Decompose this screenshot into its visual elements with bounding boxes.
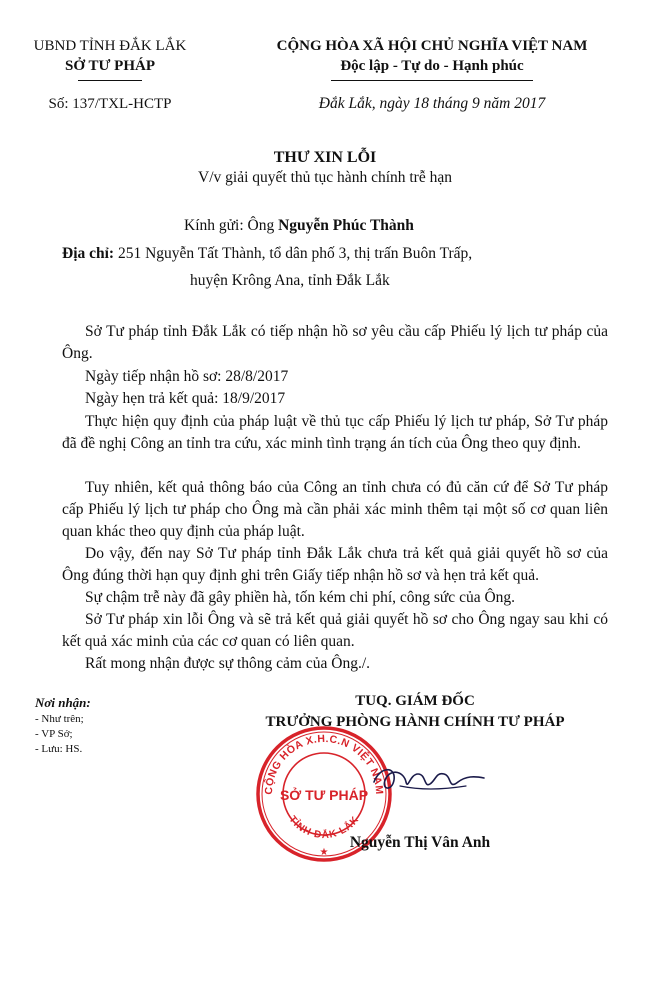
letter-title: THƯ XIN LỖI	[273, 149, 377, 166]
recipient-name: Nguyễn Phúc Thành	[278, 217, 414, 234]
document-date: Đắk Lắk, ngày 18 tháng 9 năm 2017	[318, 95, 546, 112]
signature-position: TRƯỞNG PHÒNG HÀNH CHÍNH TƯ PHÁP	[265, 714, 565, 730]
seal-center-text: SỞ TƯ PHÁP	[279, 787, 369, 803]
recipient-line	[184, 215, 414, 237]
seal-top-text: CỘNG HÒA X.H.C.N VIỆT NAM	[262, 732, 386, 796]
header-left	[20, 37, 200, 75]
letter-subject: V/v giải quyết thủ tục hành chính trễ hạn	[198, 169, 452, 186]
department-name: SỞ TƯ PHÁP	[64, 58, 155, 74]
seal-bottom-text: TỈNH ĐẮK LẮK	[286, 814, 362, 842]
document-number: Số: 137/TXL-HCTP	[48, 96, 172, 112]
department-underline	[78, 80, 142, 81]
recipients-label: Nơi nhận:	[35, 695, 91, 710]
paragraph-5: Sự chậm trễ này đã gây phiền hà, tốn kém chi phí, công sức của Ông.	[85, 589, 516, 606]
signature-authority: TUQ. GIÁM ĐỐC	[355, 693, 475, 709]
paragraph-4: Do vậy, đến nay Sở Tư pháp tỉnh Đắk Lắk chưa trả kết quả giải quyết hồ sơ của Ông đúng thời hạn quy định ghi trên Giấy tiếp nhận hồ sơ và hẹn trả kết quả.	[62, 545, 608, 584]
recipient-label: Kính gửi: Ông	[184, 217, 279, 234]
recipient-address	[62, 243, 472, 265]
handwritten-signature	[370, 760, 490, 810]
seal-star-icon: ★	[319, 847, 329, 858]
paragraph-6: Sở Tư pháp xin lỗi Ông và sẽ trả kết quả giải quyết hồ sơ cho Ông ngay sau khi có kết quả xác minh của các cơ quan có liên quan.	[62, 611, 608, 650]
paragraph-1: Sở Tư pháp tỉnh Đắk Lắk có tiếp nhận hồ sơ yêu cầu cấp Phiếu lý lịch tư pháp của Ông.	[62, 323, 608, 362]
recipient-item: - VP Sở;	[35, 728, 73, 740]
recipient-item: - Lưu: HS.	[35, 743, 83, 755]
recipient-item: - Như trên;	[35, 713, 84, 725]
received-date: Ngày tiếp nhận hồ sơ: 28/8/2017	[85, 368, 289, 385]
address-label: Địa chỉ:	[62, 245, 115, 262]
national-motto: Độc lập - Tự do - Hạnh phúc	[340, 58, 524, 74]
paragraph-2: Thực hiện quy định của pháp luật về thủ tục cấp Phiếu lý lịch tư pháp, Sở Tư pháp đã đề nghị Công an tỉnh tra cứu, xác minh tình trạng án tích của Ông theo quy định.	[62, 413, 608, 452]
agency-name: UBND TỈNH ĐẮK LẮK	[33, 38, 187, 54]
address-line2: huyện Krông Ana, tỉnh Đắk Lắk	[190, 272, 390, 289]
appointment-date: Ngày hẹn trả kết quả: 18/9/2017	[85, 390, 286, 407]
nation-title: CỘNG HÒA XÃ HỘI CHỦ NGHĨA VIỆT NAM	[276, 38, 588, 54]
paragraph-3: Tuy nhiên, kết quả thông báo của Công an tỉnh chưa có đủ căn cứ để Sở Tư pháp cấp Phiếu lý lịch tư pháp cho Ông mà cần phải xác minh thêm tại một số cơ quan liên quan khác theo quy định của pháp luật.	[62, 479, 608, 540]
motto-underline	[331, 80, 533, 81]
address-line1: 251 Nguyễn Tất Thành, tổ dân phố 3, thị trấn Buôn Trấp,	[114, 245, 473, 262]
signer-name: Nguyễn Thị Vân Anh	[349, 834, 491, 851]
paragraph-7: Rất mong nhận được sự thông cảm của Ông./.	[85, 655, 371, 672]
